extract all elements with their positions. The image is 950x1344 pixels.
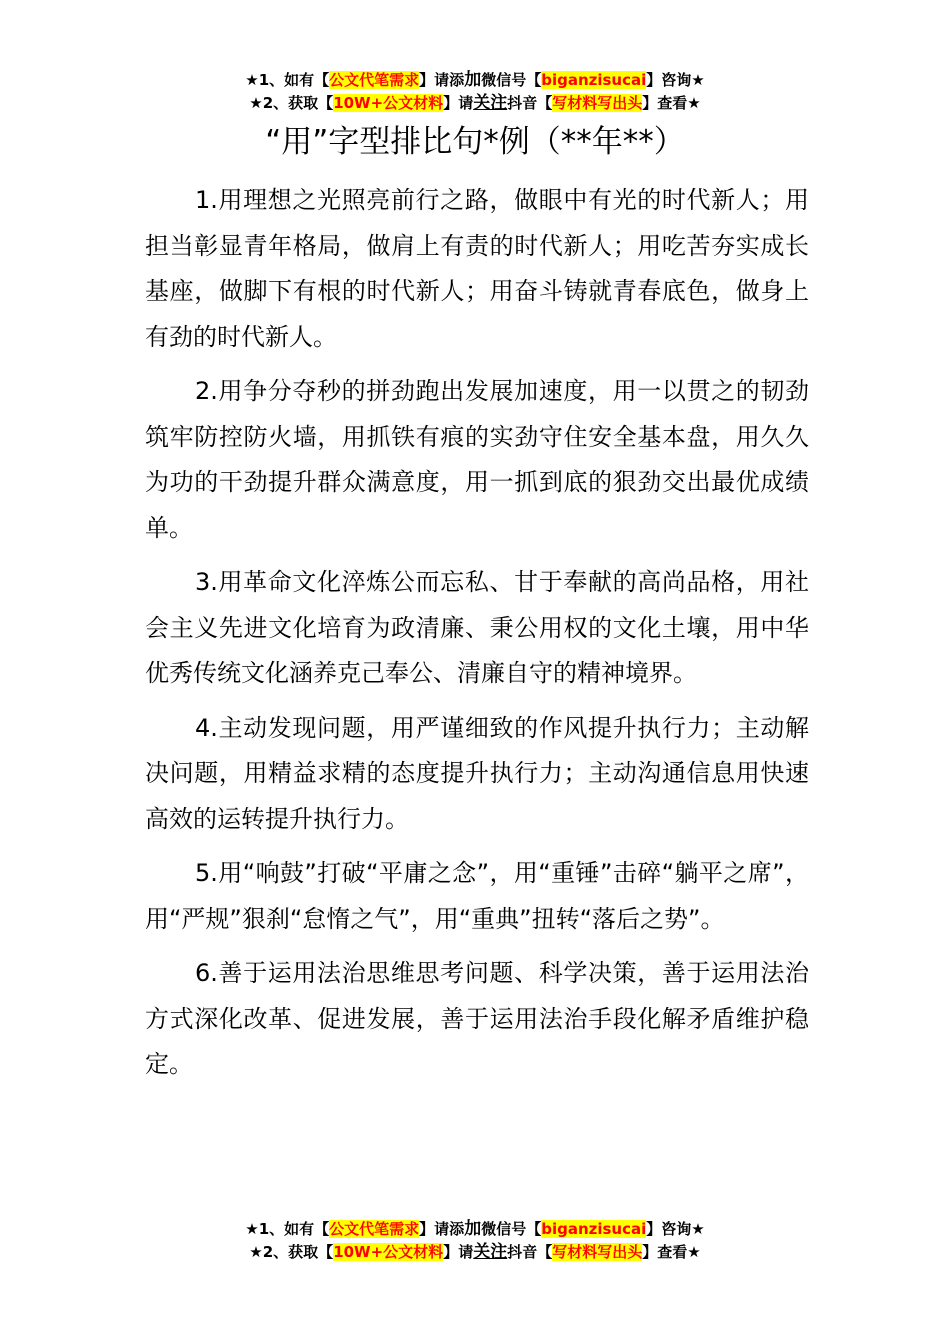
banner-line-2 — [0, 92, 950, 115]
banner-text: 】请添 — [419, 71, 465, 89]
banner-text: 抖音【 — [507, 94, 553, 112]
document-title: “用”字型排比句*例（**年**） — [265, 124, 685, 160]
banner-line-2 — [0, 1241, 950, 1264]
banner-emphasis: 加 — [464, 70, 482, 90]
banner-text: 抖音【 — [507, 1243, 553, 1261]
banner-line-1 — [0, 69, 950, 92]
banner-highlight: 10W+公文材料 — [333, 94, 444, 112]
banner-highlight: 公文代笔需求 — [329, 1220, 420, 1238]
banner-text: 】请添 — [419, 1220, 465, 1238]
banner-highlight: 写材料写出头 — [552, 94, 643, 112]
banner-text: 】请 — [443, 94, 474, 112]
banner-text: ★1、如有【 — [245, 71, 330, 89]
paragraph-1: 1.用理想之光照亮前行之路，做眼中有光的时代新人；用担当彰显青年格局，做肩上有责的时代新人；用吃苦夯实成长基座，做脚下有根的时代新人；用奋斗铸就青春底色，做身上有劲的时代新人。 — [145, 186, 809, 351]
banner-highlight: biganzisucai — [541, 1220, 647, 1238]
banner-emphasis: 加 — [464, 1219, 482, 1239]
paragraph-2: 2.用争分夺秒的拼劲跑出发展加速度，用一以贯之的韧劲筑牢防控防火墙，用抓铁有痕的实劲守住安全基本盘，用久久为功的干劲提升群众满意度，用一抓到底的狠劲交出最优成绩单。 — [145, 377, 809, 542]
banner-text: ★2、获取【 — [249, 1243, 334, 1261]
banner-text: 】查看★ — [642, 94, 701, 112]
banner-highlight: 公文代笔需求 — [329, 71, 420, 89]
banner-text: 微信号【 — [481, 71, 542, 89]
paragraph-6: 6.善于运用法治思维思考问题、科学决策，善于运用法治方式深化改革、促进发展，善于运用法治手段化解矛盾维护稳定。 — [145, 959, 809, 1078]
footer-banner — [0, 1218, 950, 1264]
banner-emphasis: 关注 — [473, 93, 508, 113]
banner-emphasis: 关注 — [473, 1242, 508, 1262]
banner-text: ★1、如有【 — [245, 1220, 330, 1238]
banner-highlight: biganzisucai — [541, 71, 647, 89]
banner-highlight: 写材料写出头 — [552, 1243, 643, 1261]
banner-text: ★2、获取【 — [249, 94, 334, 112]
document-body — [145, 178, 809, 1097]
header-banner — [0, 69, 950, 115]
banner-text: 】咨询★ — [646, 1220, 705, 1238]
banner-text: 微信号【 — [481, 1220, 542, 1238]
paragraph-5: 5.用“响鼓”打破“平庸之念”，用“重锤”击碎“躺平之席”，用“严规”狠刹“怠惰之气”，用“重典”扭转“落后之势”。 — [145, 859, 809, 933]
banner-line-1 — [0, 1218, 950, 1241]
paragraph-4: 4.主动发现问题，用严谨细致的作风提升执行力；主动解决问题，用精益求精的态度提升执行力；主动沟通信息用快速高效的运转提升执行力。 — [145, 713, 809, 833]
banner-text: 】咨询★ — [646, 71, 705, 89]
banner-text: 】查看★ — [642, 1243, 701, 1261]
banner-text: 】请 — [443, 1243, 474, 1261]
banner-highlight: 10W+公文材料 — [333, 1243, 444, 1261]
paragraph-3: 3.用革命文化淬炼公而忘私、甘于奉献的高尚品格，用社会主义先进文化培育为政清廉、秉公用权的文化土壤，用中华优秀传统文化涵养克己奉公、清廉自守的精神境界。 — [145, 568, 809, 687]
